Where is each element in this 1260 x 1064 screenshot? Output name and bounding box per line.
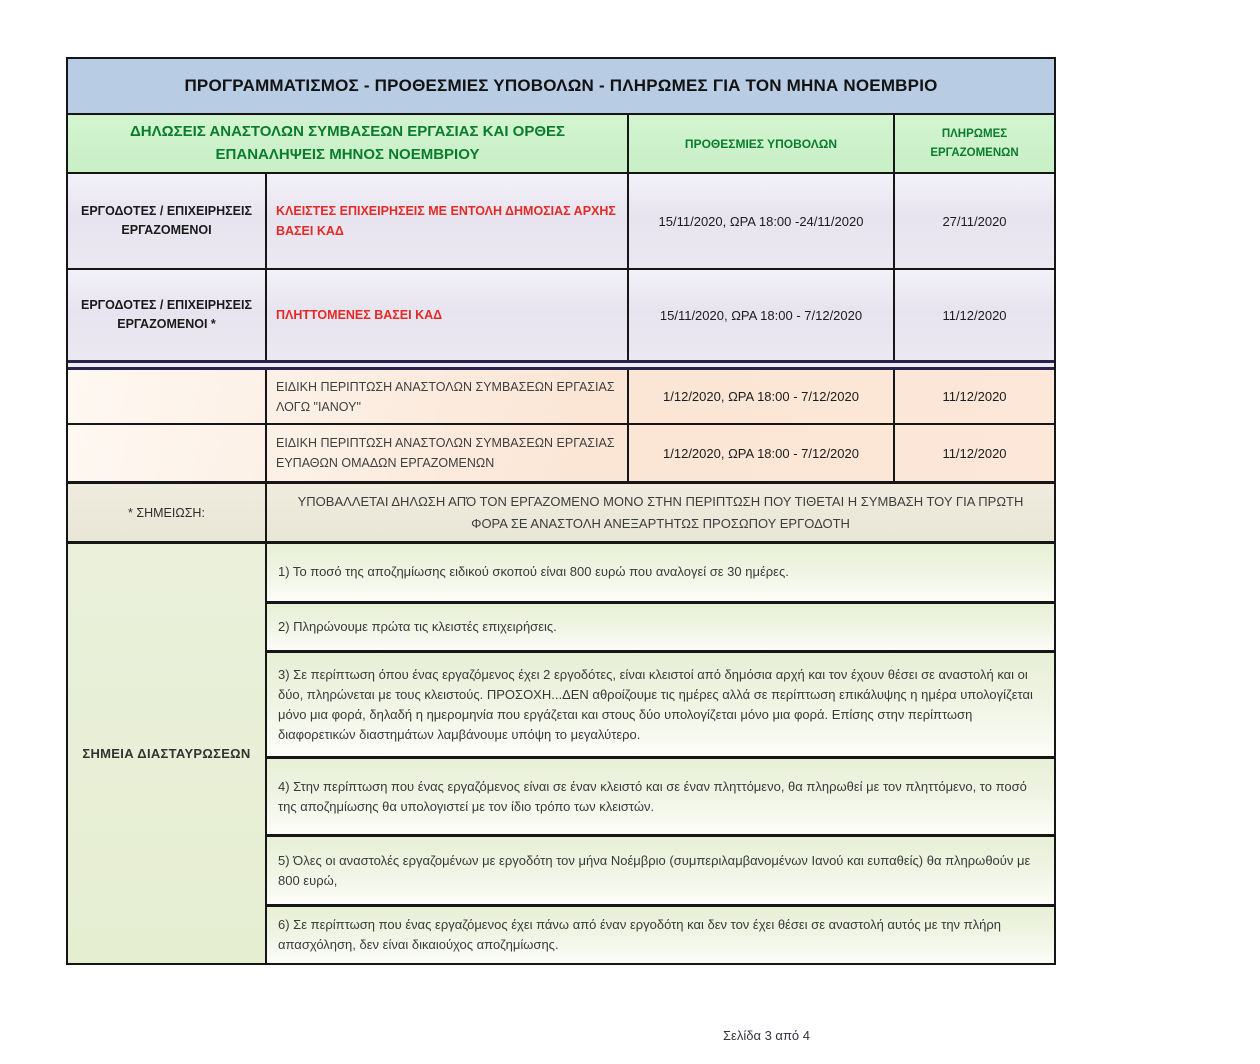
crosscheck-item bbox=[267, 834, 1054, 905]
crosscheck-item bbox=[267, 904, 1054, 963]
table-row bbox=[68, 270, 1054, 360]
table-row bbox=[68, 425, 1054, 481]
payment-cell: 11/12/2020 bbox=[942, 389, 1007, 404]
entity-cell: ΕΡΓΟΔΟΤΕΣ / ΕΠΙΧΕΙΡΗΣΕΙΣ ΕΡΓΑΖΟΜΕΝΟΙ * bbox=[68, 270, 267, 360]
crosscheck-item-text: 4) Στην περίπτωση που ένας εργαζόμενος είναι σε έναν κλειστό και σε έναν πληττόμενο, θα πληρωθεί με τον πληττόμενο, το ποσό της αποζημίωσης θα υπολογιστεί με τον ίδιο τρόπο των κλειστών. bbox=[278, 778, 1027, 814]
entity-cell: ΕΡΓΟΔΟΤΕΣ / ΕΠΙΧΕΙΡΗΣΕΙΣ ΕΡΓΑΖΟΜΕΝΟΙ bbox=[68, 174, 267, 268]
crosscheck-section bbox=[68, 541, 1054, 963]
crosscheck-item-text: 2) Πληρώνουμε πρώτα τις κλειστές επιχειρήσεις. bbox=[278, 618, 557, 634]
table-header-row bbox=[68, 115, 1054, 174]
entity-cell-empty bbox=[68, 370, 267, 423]
deadline-cell: 1/12/2020, ΩΡΑ 18:00 - 7/12/2020 bbox=[629, 370, 895, 423]
note-text: ΥΠΟΒΑΛΛΕΤΑΙ ΔΗΛΩΣΗ ΑΠΌ ΤΟΝ ΕΡΓΑΖΟΜΕΝΟ ΜΟΝΟ ΣΤΗΝ ΠΕΡΙΠΤΩΣΗ ΠΟΥ ΤΙΘΕΤΑΙ Η ΣΥΜΒΑΣΗ ΤΟΥ ΓΙΑ ΠΡΩΤΗ ΦΟΡΑ ΣΕ ΑΝΑΣΤΟΛΗ ΑΝΕΞΑΡΤΗΤΩΣ ΠΡΟΣΩΠΟΥ ΕΡΓΟΔΟΤΗ bbox=[297, 494, 1024, 531]
crosscheck-item-text: 5) Όλες οι αναστολές εργαζομένων με εργοδότη τον μήνα Νοέμβριο (συμπεριλαμβανομένων Ιανού και ευπαθείς) θα πληρωθούν με 800 ευρώ, bbox=[278, 852, 1031, 888]
note-row bbox=[68, 481, 1054, 541]
table-title: ΠΡΟΓΡΑΜΜΑΤΙΣΜΟΣ - ΠΡΟΘΕΣΜΙΕΣ ΥΠΟΒΟΛΩΝ - ΠΛΗΡΩΜΕΣ ΓΙΑ ΤΟΝ ΜΗΝΑ ΝΟΕΜΒΡΙΟ bbox=[68, 59, 1054, 115]
header-payments: ΠΛΗΡΩΜΕΣ ΕΡΓΑΖΟΜΕΝΩΝ bbox=[930, 128, 1019, 159]
crosscheck-item-text: 3) Σε περίπτωση όπου ένας εργαζόμενος έχει 2 εργοδότες, είναι κλειστοί από δημόσια αρχή και τον έχουν θέσει σε αναστολή και οι δύο, πληρώνεται με τους κλειστούς. ΠΡΟΣΟΧΗ...ΔΕΝ αθροίζουμε τις ημέρες αλλά σε περίπτωση επικάλυψης η ημέρα υπολογίζεται μόνο μια φορά, δηλαδή η ημερομηνία που εργάζεται και στους δύο υπολογίζεται μόνο μια φορά. Επίσης στην περίπτωση διαφορετικών διαστημάτων λαμβάνουμε υπόψη το μεγαλύτερο. bbox=[278, 666, 1033, 742]
table-row bbox=[68, 174, 1054, 270]
deadline-cell: 15/11/2020, ΩΡΑ 18:00 - 7/12/2020 bbox=[629, 270, 895, 360]
header-deadlines: ΠΡΟΘΕΣΜΙΕΣ ΥΠΟΒΟΛΩΝ bbox=[629, 115, 895, 172]
schedule-table bbox=[66, 57, 1056, 965]
header-declarations: ΔΗΛΩΣΕΙΣ ΑΝΑΣΤΟΛΩΝ ΣΥΜΒΑΣΕΩΝ ΕΡΓΑΣΙΑΣ ΚΑΙ ΟΡΘΕΣ ΕΠΑΝΑΛΗΨΕΙΣ ΜΗΝΟΣ ΝΟΕΜΒΡΙΟΥ bbox=[68, 115, 629, 172]
crosscheck-item bbox=[267, 544, 1054, 601]
page-number: Σελίδα 3 από 4 bbox=[723, 1028, 810, 1043]
crosscheck-item-text: 6) Σε περίπτωση που ένας εργαζόμενος έχει πάνω από έναν εργοδότη και δεν τον έχει θέσει σε αναστολή αυτός με την πλήρη απασχόληση, δεν είναι δικαιούχος αποζημίωσης. bbox=[278, 917, 1001, 953]
category-cell: ΕΙΔΙΚΗ ΠΕΡΙΠΤΩΣΗ ΑΝΑΣΤΟΛΩΝ ΣΥΜΒΑΣΕΩΝ ΕΡΓΑΣΙΑΣ ΛΟΓΩ "ΙΑΝΟΥ" bbox=[267, 370, 629, 423]
section-separator bbox=[68, 360, 1054, 370]
note-label: * ΣΗΜΕΙΩΣΗ: bbox=[68, 484, 267, 541]
crosscheck-item bbox=[267, 601, 1054, 651]
crosscheck-item bbox=[267, 756, 1054, 833]
crosscheck-items bbox=[267, 544, 1054, 963]
payment-cell: 11/12/2020 bbox=[942, 307, 1007, 323]
payment-cell: 11/12/2020 bbox=[942, 445, 1007, 461]
category-cell: ΠΛΗΤΤΟΜΕΝΕΣ ΒΑΣΕΙ ΚΑΔ bbox=[267, 270, 629, 360]
table-row bbox=[68, 370, 1054, 425]
category-cell: ΕΙΔΙΚΗ ΠΕΡΙΠΤΩΣΗ ΑΝΑΣΤΟΛΩΝ ΣΥΜΒΑΣΕΩΝ ΕΡΓΑΣΙΑΣ ΕΥΠΑΘΩΝ ΟΜΑΔΩΝ ΕΡΓΑΖΟΜΕΝΩΝ bbox=[267, 425, 629, 481]
crosscheck-item bbox=[267, 650, 1054, 756]
deadline-cell: 15/11/2020, ΩΡΑ 18:00 -24/11/2020 bbox=[629, 174, 895, 268]
category-cell: ΚΛΕΙΣΤΕΣ ΕΠΙΧΕΙΡΗΣΕΙΣ ΜΕ ΕΝΤΟΛΗ ΔΗΜΟΣΙΑΣ ΑΡΧΗΣ ΒΑΣΕΙ ΚΑΔ bbox=[267, 174, 629, 268]
crosscheck-item-text: 1) Το ποσό της αποζημίωσης ειδικού σκοπού είναι 800 ευρώ που αναλογεί σε 30 ημέρες. bbox=[278, 564, 789, 580]
payment-cell: 27/11/2020 bbox=[942, 213, 1007, 229]
deadline-cell: 1/12/2020, ΩΡΑ 18:00 - 7/12/2020 bbox=[629, 425, 895, 481]
crosscheck-label: ΣΗΜΕΙΑ ΔΙΑΣΤΑΥΡΩΣΕΩΝ bbox=[68, 544, 267, 963]
entity-cell-empty bbox=[68, 425, 267, 481]
